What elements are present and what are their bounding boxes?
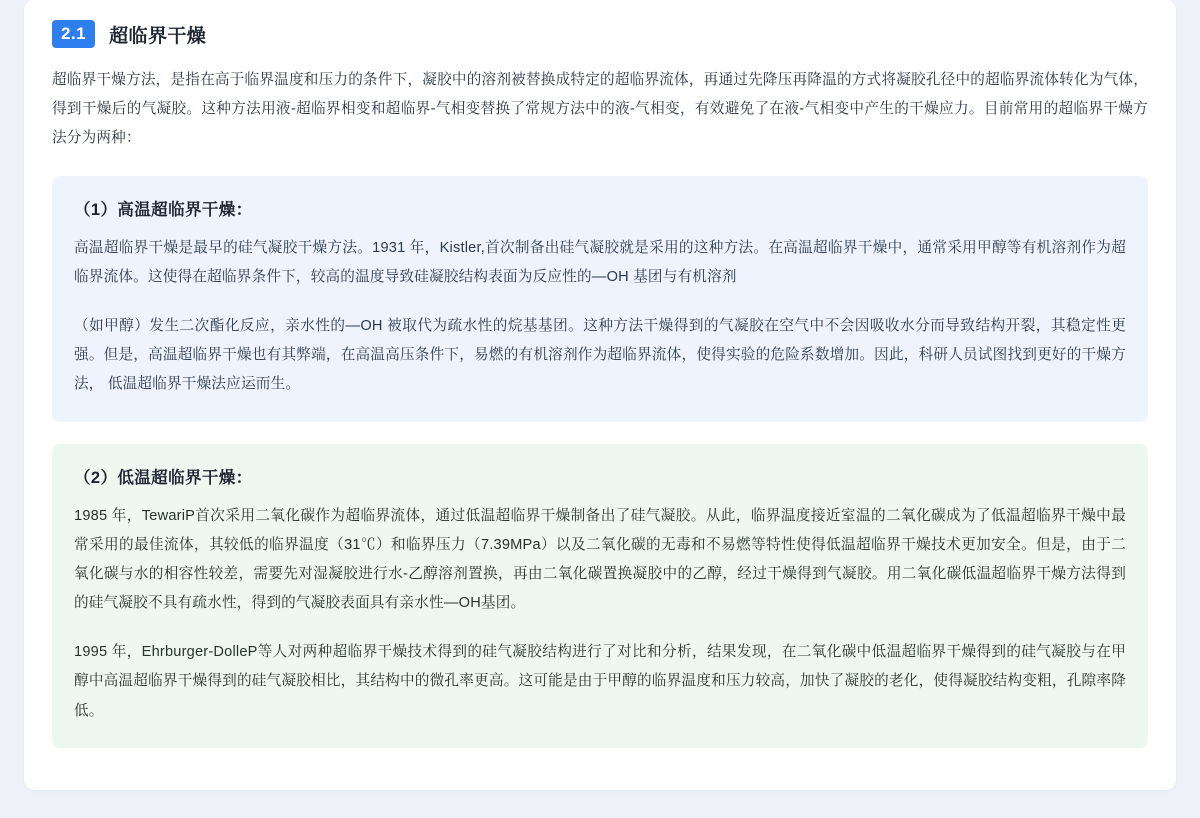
section-number-badge: 2.1 bbox=[52, 20, 95, 48]
section-intro-paragraph: 超临界干燥方法，是指在高于临界温度和压力的条件下，凝胶中的溶剂被替换成特定的超临界流体，再通过先降压再降温的方式将凝胶孔径中的超临界流体转化为气体，得到干燥后的气凝胶。这种方法用液-超临界相变和超临界-气相变替换了常规方法中的液-气相变，有效避免了在液-气相变中产生的干燥应力。目前常用的超临界干燥方法分为两种： bbox=[52, 72, 1148, 147]
subsection-paragraph: 高温超临界干燥是最早的硅气凝胶干燥方法。1931 年，Kistler,首次制备出硅气凝胶就是采用的这种方法。在高温超临界干燥中，通常采用甲醇等有机溶剂作为超临界流体。这使得在超临界条件下，较高的温度导致硅凝胶结构表面为反应性的—OH 基团与有机溶剂 bbox=[74, 239, 1126, 285]
subsection-paragraph: 1985 年，TewariP首次采用二氧化碳作为超临界流体，通过低温超临界干燥制备出了硅气凝胶。从此，临界温度接近室温的二氧化碳成为了低温超临界干燥中最常采用的最佳流体，其较低的临界温度（31℃）和临界压力（7.39MPa）以及二氧化碳的无毒和不易燃等特性使得低温超临界干燥技术更加安全。但是，由于二氧化碳与水的相容性较差，需要先对湿凝胶进行水-乙醇溶剂置换，再由二氧化碳置换凝胶中的乙醇，经过干燥得到气凝胶。用二氧化碳低温超临界干燥方法得到的硅气凝胶不具有疏水性，得到的气凝胶表面具有亲水性—OH基团。 bbox=[74, 507, 1126, 612]
page-title: 超临界干燥 bbox=[109, 25, 207, 47]
subsection-title: （1）高温超临界干燥： bbox=[74, 200, 253, 219]
subsection-paragraph: 1995 年，Ehrburger-DolleP等人对两种超临界干燥技术得到的硅气凝胶结构进行了对比和分析，结果发现，在二氧化碳中低温超临界干燥得到的硅气凝胶与在甲醇中高温超临界干燥得到的硅气凝胶相比，其结构中的微孔率更高。这可能是由于甲醇的临界温度和压力较高，加快了凝胶的老化，使得凝胶结构变粗，孔隙率降低。 bbox=[74, 644, 1126, 719]
subsection-title: （2）低温超临界干燥： bbox=[74, 468, 253, 487]
document-page bbox=[24, 0, 1176, 790]
section-header bbox=[52, 0, 1148, 52]
subsection-card-low-temperature bbox=[52, 444, 1148, 748]
subsection-paragraph: （如甲醇）发生二次酯化反应，亲水性的—OH 被取代为疏水性的烷基基团。这种方法干燥得到的气凝胶在空气中不会因吸收水分而导致结构开裂，其稳定性更强。但是，高温超临界干燥也有其弊端，在高温高压条件下，易燃的有机溶剂作为超临界流体，使得实验的危险系数增加。因此，科研人员试图找到更好的干燥方法， 低温超临界干燥法应运而生。 bbox=[74, 317, 1126, 393]
subsection-card-high-temperature bbox=[52, 176, 1148, 422]
